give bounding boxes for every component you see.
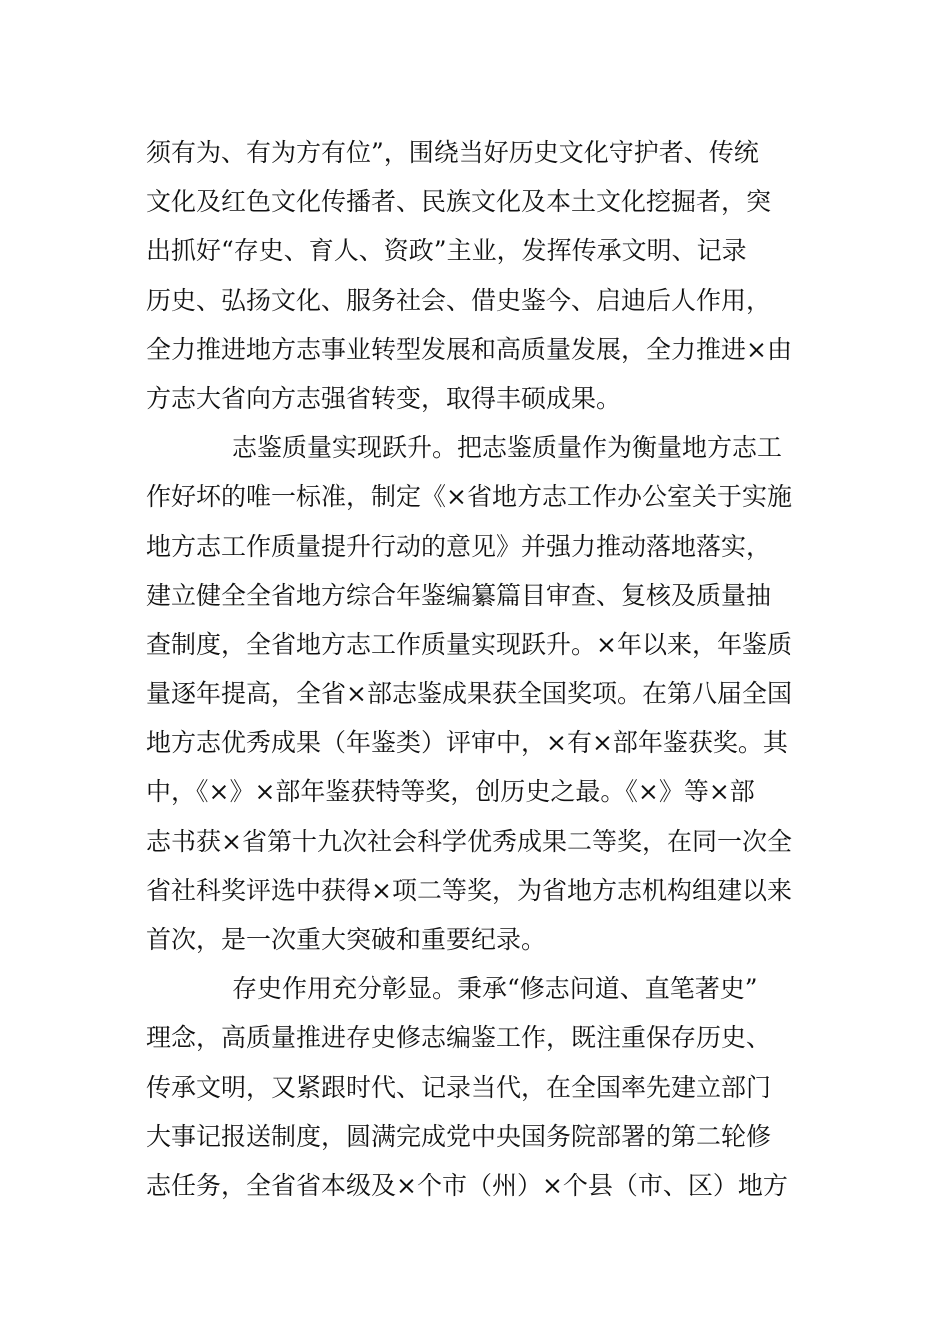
text-line: 志任务，全省省本级及×个市（州）×个县（市、区）地方 <box>146 1170 788 1200</box>
text-line: 传承文明，又紧跟时代、记录当代，在全国率先建立部门 <box>146 1072 772 1102</box>
text-line: 理念，高质量推进存史修志编鉴工作，既注重保存历史、 <box>146 1023 772 1053</box>
text-line: 量逐年提高，全省×部志鉴成果获全国奖项。在第八届全国 <box>146 679 792 709</box>
paragraph-history <box>146 964 810 1210</box>
text-line: 文化及红色文化传播者、民族文化及本土文化挖掘者，突 <box>146 187 772 217</box>
text-line: 查制度，全省地方志工作质量实现跃升。×年以来，年鉴质 <box>146 629 792 659</box>
text-line: 地方志优秀成果（年鉴类）评审中，×有×部年鉴获奖。其 <box>146 728 788 758</box>
text-line: 首次，是一次重大突破和重要纪录。 <box>146 925 547 954</box>
paragraph-quality <box>146 423 810 964</box>
text-line: 中，《×》×部年鉴获特等奖，创历史之最。《×》等×部 <box>146 777 755 807</box>
text-line: 方志大省向方志强省转变，取得丰硕成果。 <box>146 383 622 413</box>
text-line: 存史作用充分彰显。秉承“修志问道、直笔著史” <box>232 974 758 1004</box>
text-line: 地方志工作质量提升行动的意见》并强力推动落地落实， <box>146 531 772 561</box>
text-line: 志书获×省第十九次社会科学优秀成果二等奖，在同一次全 <box>146 826 792 856</box>
text-line: 全力推进地方志事业转型发展和高质量发展，全力推进×由 <box>146 334 792 364</box>
paragraph-intro <box>146 128 810 423</box>
text-line: 作好坏的唯一标准，制定《×省地方志工作办公室关于实施 <box>146 482 792 512</box>
text-line: 建立健全全省地方综合年鉴编纂篇目审查、复核及质量抽 <box>146 580 772 610</box>
text-line: 出抓好“存史、育人、资政”主业，发挥传承文明、记录 <box>146 236 747 266</box>
text-line: 须有为、有为方有位”，围绕当好历史文化守护者、传统 <box>146 138 759 167</box>
text-line: 省社科奖评选中获得×项二等奖，为省地方志机构组建以来 <box>146 875 792 905</box>
text-line: 历史、弘扬文化、服务社会、借史鉴今、启迪后人作用， <box>146 285 772 315</box>
document-body <box>146 128 810 1210</box>
text-line: 志鉴质量实现跃升。把志鉴质量作为衡量地方志工 <box>232 433 783 463</box>
text-line: 大事记报送制度，圆满完成党中央国务院部署的第二轮修 <box>146 1121 772 1151</box>
